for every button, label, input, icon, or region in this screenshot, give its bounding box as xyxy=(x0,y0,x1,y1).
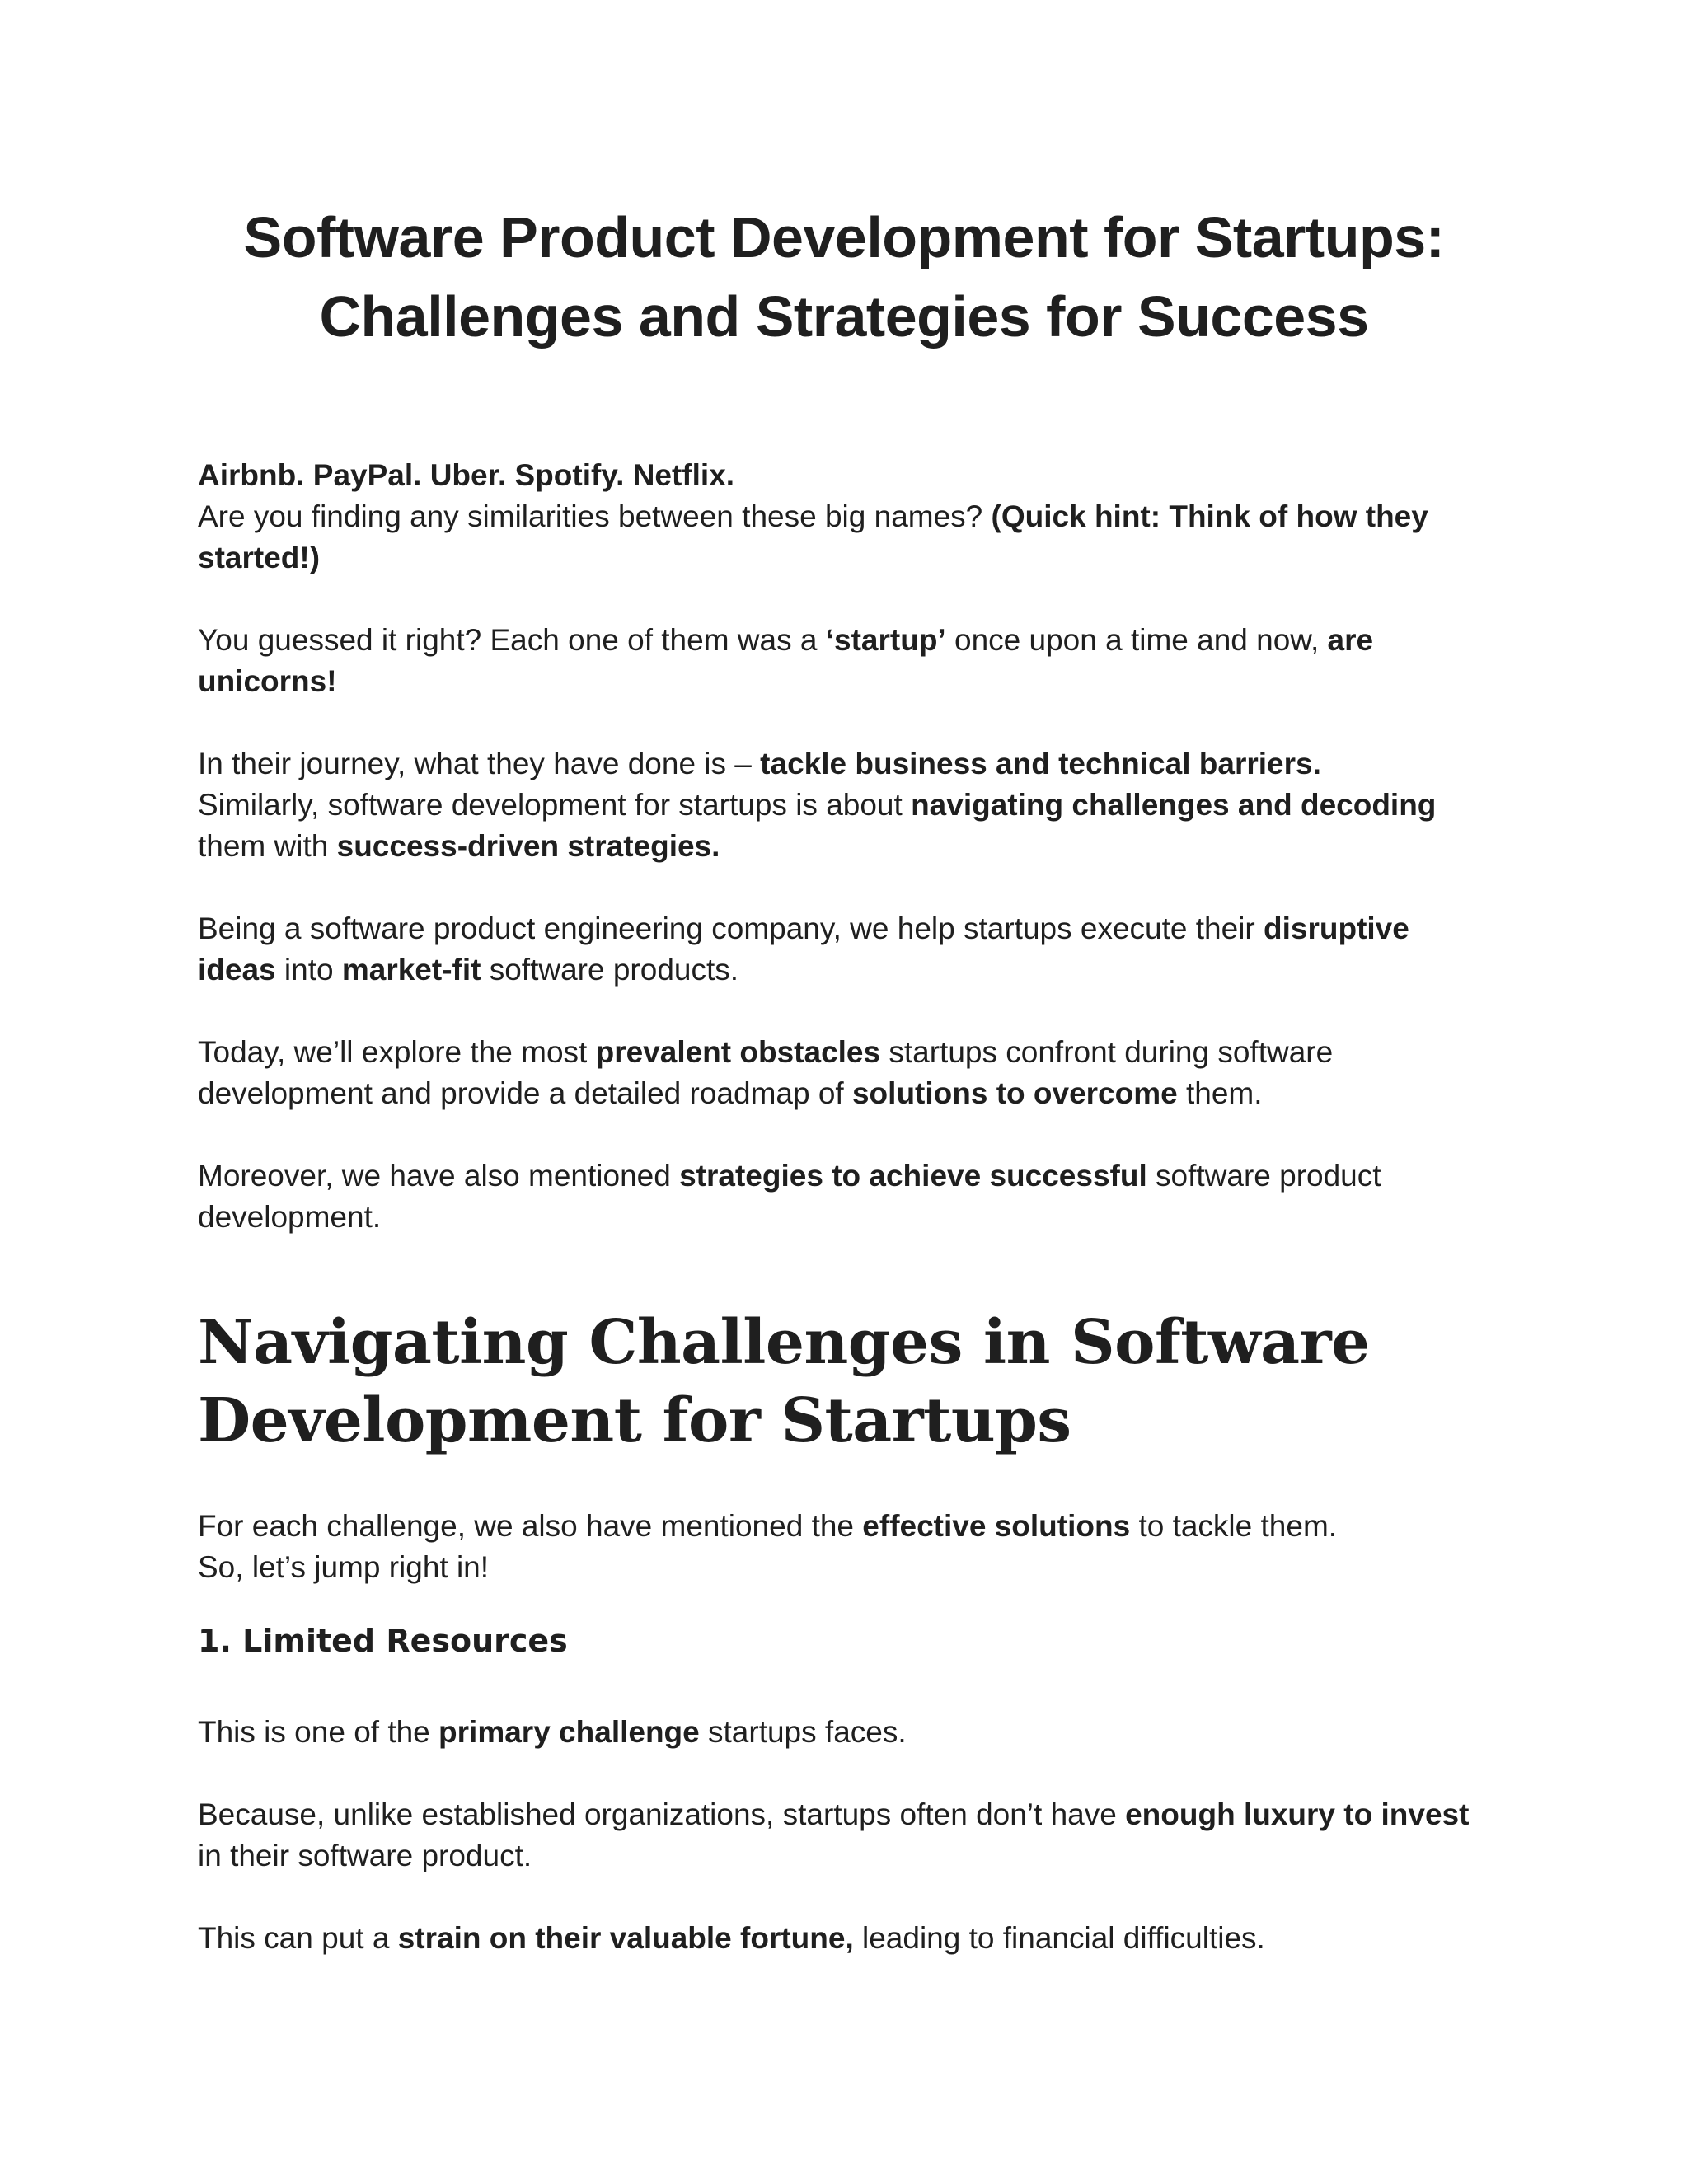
bold-span: tackle business and technical barriers. xyxy=(760,747,1321,780)
subheading-limited-resources: 1. Limited Resources xyxy=(198,1623,568,1659)
intro-question: Are you finding any similarities between these big names? xyxy=(198,499,983,533)
bold-span: success-driven strategies. xyxy=(336,829,720,863)
text-span: For each challenge, we also have mentioned the xyxy=(198,1509,855,1543)
text-span: You guessed it right? Each one of them was a xyxy=(198,623,818,657)
text-span: software product development. xyxy=(198,1159,1381,1234)
intro-hint: (Quick hint: Think of how they started!) xyxy=(198,499,1428,574)
bold-span: effective solutions xyxy=(862,1509,1131,1543)
bold-span: are unicorns! xyxy=(198,623,1374,698)
text-span: into xyxy=(284,953,334,987)
text-span: leading to financial difficulties. xyxy=(862,1921,1265,1955)
paragraph-strain xyxy=(198,1918,1484,1959)
bold-span: strategies to achieve successful xyxy=(679,1159,1147,1193)
text-span: Being a software product engineering company, we help startups execute their xyxy=(198,912,1255,945)
paragraph-solutions xyxy=(198,1506,1484,1588)
text-span: Because, unlike established organizations, startups often don’t have xyxy=(198,1797,1117,1831)
text-span: to tackle them. xyxy=(1138,1509,1338,1543)
intro-paragraph xyxy=(198,455,1484,579)
text-span: In their journey, what they have done is – xyxy=(198,747,752,780)
section-heading-line-1: Navigating Challenges in Software xyxy=(198,1307,1370,1378)
paragraph-journey xyxy=(198,743,1484,867)
paragraph-luxury xyxy=(198,1794,1484,1877)
text-span: This is one of the xyxy=(198,1715,430,1749)
section-heading-line-2: Development for Startups xyxy=(198,1385,1071,1456)
document-title xyxy=(165,198,1523,356)
bold-span: market-fit xyxy=(341,953,481,987)
text-span: startups faces. xyxy=(708,1715,907,1749)
text-span: them with xyxy=(198,829,329,863)
text-span: in their software product. xyxy=(198,1839,532,1872)
bold-span: prevalent obstacles xyxy=(595,1035,881,1069)
bold-span: disruptive ideas xyxy=(198,912,1409,987)
paragraph-startup-unicorns xyxy=(198,620,1484,702)
text-span: once upon a time and now, xyxy=(954,623,1320,657)
text-span: Today, we’ll explore the most xyxy=(198,1035,588,1069)
paragraph-company xyxy=(198,908,1484,991)
text-span: So, let’s jump right in! xyxy=(198,1550,490,1584)
text-span: Moreover, we have also mentioned xyxy=(198,1159,671,1193)
bold-span: navigating challenges and decoding xyxy=(911,788,1437,822)
text-span: them. xyxy=(1186,1076,1263,1110)
text-span: This can put a xyxy=(198,1921,390,1955)
paragraph-strategies xyxy=(198,1155,1484,1238)
bold-span: enough luxury to invest xyxy=(1125,1797,1470,1831)
paragraph-obstacles xyxy=(198,1032,1484,1114)
paragraph-primary-challenge xyxy=(198,1712,1484,1753)
bold-span: ‘startup’ xyxy=(825,623,946,657)
title-line-2: Challenges and Strategies for Success xyxy=(319,284,1369,349)
title-line-1: Software Product Development for Startups: xyxy=(243,205,1445,269)
bold-span: strain on their valuable fortune, xyxy=(397,1921,854,1955)
text-span: Similarly, software development for startups is about xyxy=(198,788,903,822)
bold-span: primary challenge xyxy=(438,1715,700,1749)
section-heading xyxy=(198,1304,1484,1460)
text-span: startups confront during software development and provide a detailed roadmap of xyxy=(198,1035,1334,1110)
company-names: Airbnb. PayPal. Uber. Spotify. Netflix. xyxy=(198,458,735,492)
text-span: software products. xyxy=(489,953,739,987)
bold-span: solutions to overcome xyxy=(851,1076,1178,1110)
